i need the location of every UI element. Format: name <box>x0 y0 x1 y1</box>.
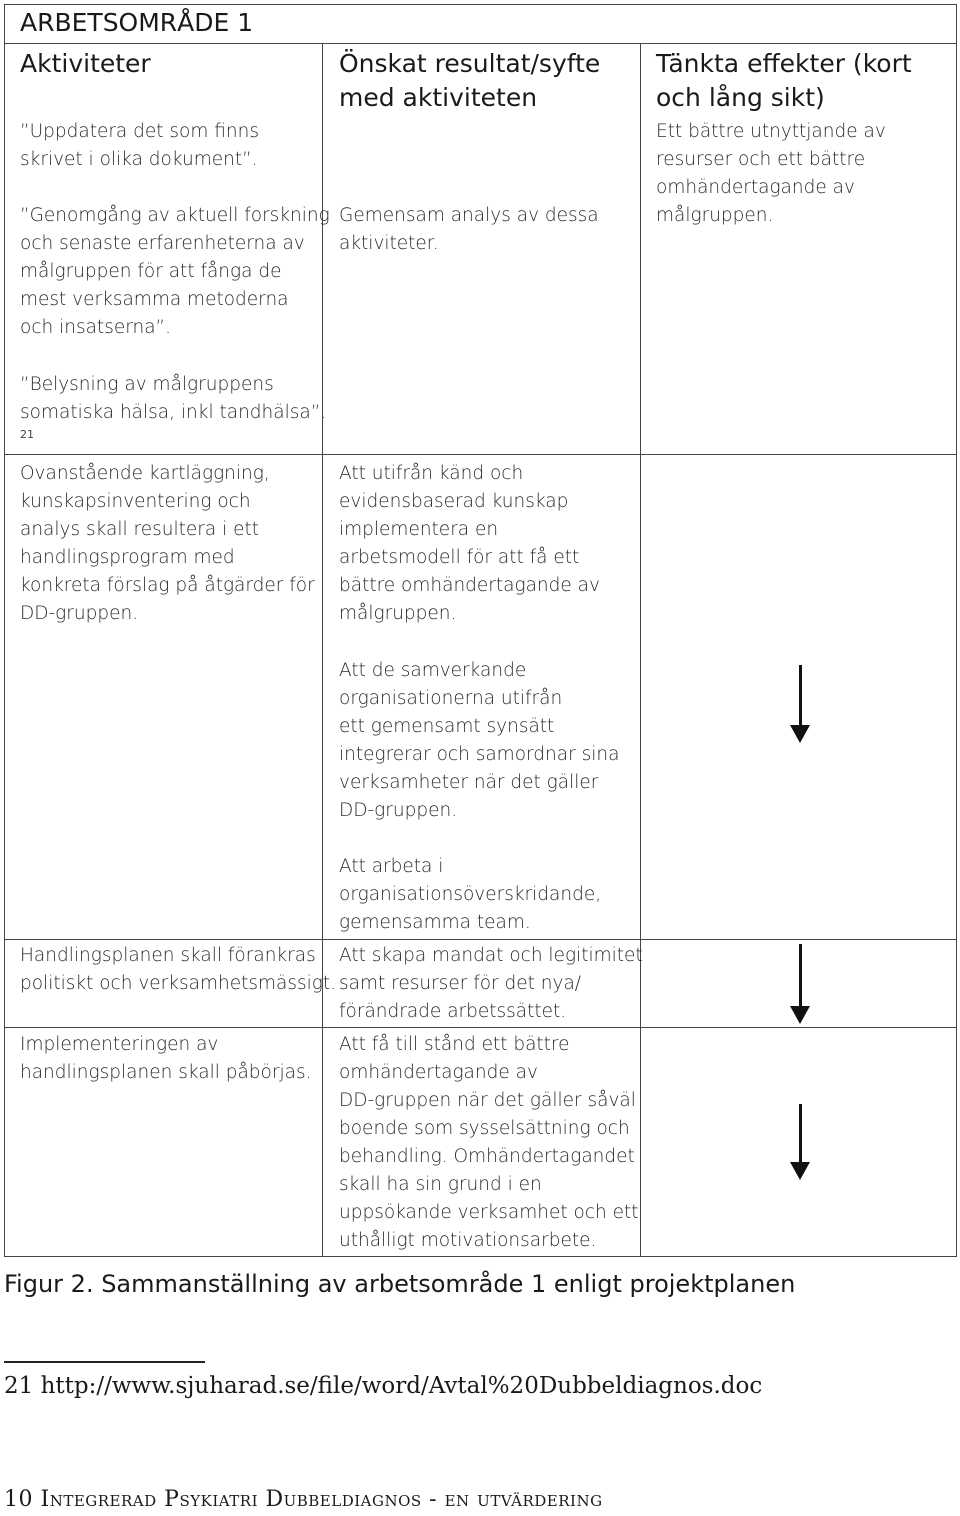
figure-caption: Figur 2. Sammanställning av arbetsområde 1 enligt projektplanen <box>4 1270 796 1298</box>
result-cross-org-teams: Att arbeta i organisationsöverskridande, gemensamma team. <box>339 856 602 933</box>
result-joint-analysis: Gemensam analys av dessa aktiviteter. <box>339 205 599 254</box>
arrow-down-icon <box>790 944 810 1026</box>
column-header-desired-result: Önskat resultat/syfte med aktiviteten <box>339 49 601 112</box>
result-integration: Att de samverkande organisationerna utifrån ett gemensamt synsätt integrerar och samordnar sina verksamheter när det gäller DD-gruppen. <box>339 660 620 821</box>
table-rule <box>4 43 957 44</box>
table-rule <box>4 1027 957 1028</box>
section-title: ARBETSOMRÅDE 1 <box>20 8 254 37</box>
result-working-model: Att utifrån känd och evidensbaserad kunskap implementera en arbetsmodell för att få ett bättre omhändertagande av målgruppen. <box>339 463 600 624</box>
table-rule <box>4 454 957 455</box>
result-mandate: Att skapa mandat och legitimitet samt resurser för det nya/ förändrade arbetssättet. <box>339 945 643 1022</box>
column-header-effects: Tänkta effekter (kort och lång sikt) <box>656 49 912 112</box>
column-header-activities: Aktiviteter <box>20 49 151 78</box>
footnote-reference: 21 <box>20 428 34 441</box>
activity-action-program: Ovanstående kartläggning, kunskapsinventering och analys skall resultera i ett handlingsprogram med konkreta förslag på åtgärder för DD-gruppen. <box>20 463 315 624</box>
arrow-down-icon <box>790 1104 810 1182</box>
table-rule <box>640 43 641 1257</box>
activity-somatic-health: ”Belysning av målgruppens somatiska hälsa, inkl tandhälsa”. <box>20 374 327 423</box>
activity-update-documents: ”Uppdatera det som finns skrivet i olika dokument”. <box>20 121 260 170</box>
arrow-down-icon <box>790 665 810 745</box>
table-rule <box>4 939 957 940</box>
effect-better-use: Ett bättre utnyttjande av resurser och ett bättre omhändertagande av målgruppen. <box>656 121 886 226</box>
page-number: 10 <box>4 1487 33 1512</box>
page-footer <box>4 1487 603 1512</box>
result-better-care: Att få till stånd ett bättre omhändertagande av DD-gruppen när det gäller såväl boende som sysselsättning och behandling. Omhändertagandet skall ha sin grund i en uppsökande verksamhet och ett uthålligt motivationsarbete. <box>339 1034 639 1251</box>
activity-implementation: Implementeringen av handlingsplanen skall påbörjas. <box>20 1034 312 1083</box>
activity-research-review: ”Genomgång av aktuell forskning och senaste erfarenheterna av målgruppen för att fånga de mest verksamma metoderna och insatserna”. <box>20 205 330 338</box>
footnote-divider <box>4 1361 205 1363</box>
running-title: Integrerad Psykiatri Dubbeldiagnos - en utvärdering <box>40 1487 603 1512</box>
footnote: 21 http://www.sjuharad.se/file/word/Avtal%20Dubbeldiagnos.doc <box>4 1373 763 1399</box>
activity-anchor-plan: Handlingsplanen skall förankras politiskt och verksamhetsmässigt. <box>20 945 336 994</box>
